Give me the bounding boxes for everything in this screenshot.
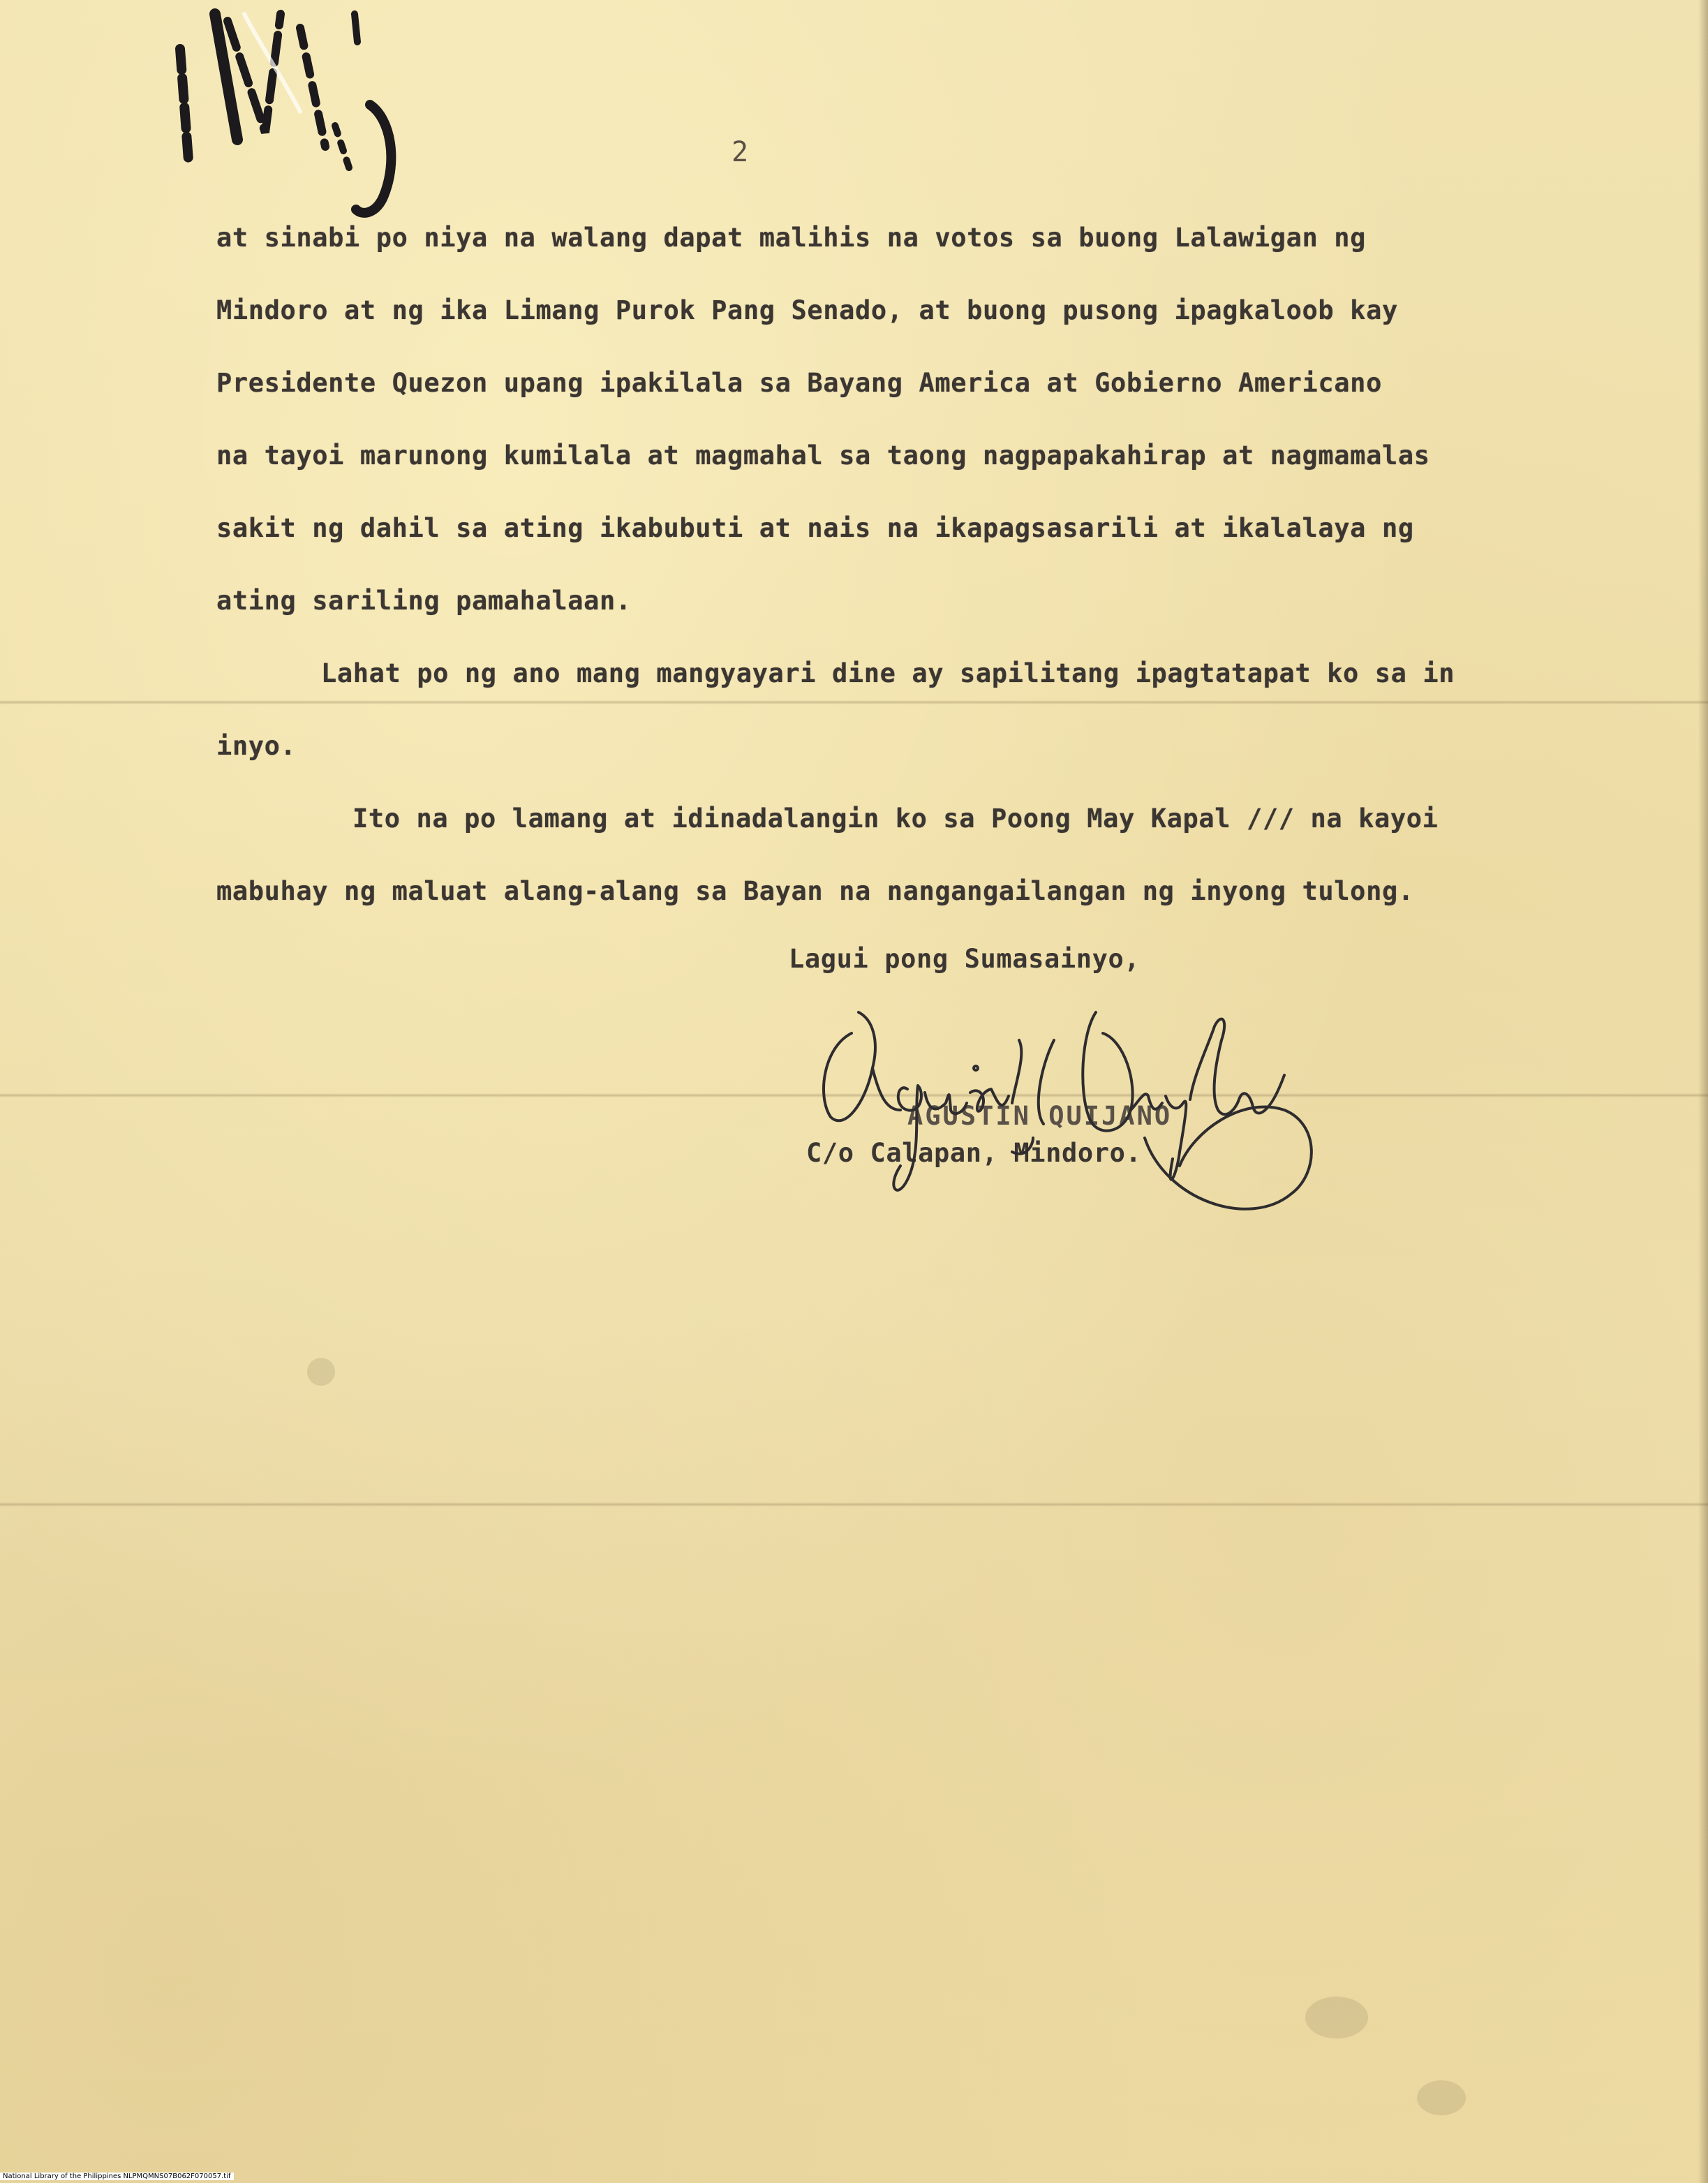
text-line: Ito na po lamang at idinadalangin ko sa Poong May Kapal /// na kayoi (352, 804, 1439, 834)
page-number: 2 (731, 136, 749, 168)
scan-footer-label: National Library of the Philippines NLPMQMNS07B062F070057.tif (0, 2173, 234, 2180)
letter-closing: Lagui pong Sumasainyo, (789, 944, 1141, 974)
ink-handmark-icon (161, 0, 510, 237)
text-line: Presidente Quezon upang ipakilala sa Bayang America at Gobierno Americano (216, 368, 1382, 398)
text-line: at sinabi po niya na walang dapat malihis na votos sa buong Lalawigan ng (216, 223, 1367, 253)
text-line: Mindoro at ng ika Limang Purok Pang Senado, at buong pusong ipagkaloob kay (216, 295, 1398, 325)
text-line: Lahat po ng ano mang mangyayari dine ay sapilitang ipagtatapat ko sa in (321, 658, 1455, 688)
text-line: ating sariling pamahalaan. (216, 586, 632, 616)
paper-stain (1417, 2080, 1466, 2115)
page-edge-shadow (1698, 0, 1708, 2183)
text-line: inyo. (216, 731, 297, 761)
letter-body (216, 220, 1543, 946)
text-line: sakit ng dahil sa ating ikabubuti at nais na ikapagsasarili at ikalalaya ng (216, 513, 1414, 543)
handwritten-signature (803, 970, 1333, 1243)
text-line: na tayoi marunong kumilala at magmahal sa taong nagpapakahirap at nagmamalas (216, 441, 1430, 471)
text-line: mabuhay ng maluat alang-alang sa Bayan na nangangailangan ng inyong tulong. (216, 876, 1414, 906)
paper-stain (307, 1358, 335, 1386)
signer-address: C/o Calapan, Mindoro. (806, 1138, 1142, 1168)
signer-name: AGUSTIN QUIJANO (907, 1101, 1173, 1131)
paper-stain (1305, 1997, 1368, 2038)
paper-fold-line (0, 1502, 1708, 1507)
